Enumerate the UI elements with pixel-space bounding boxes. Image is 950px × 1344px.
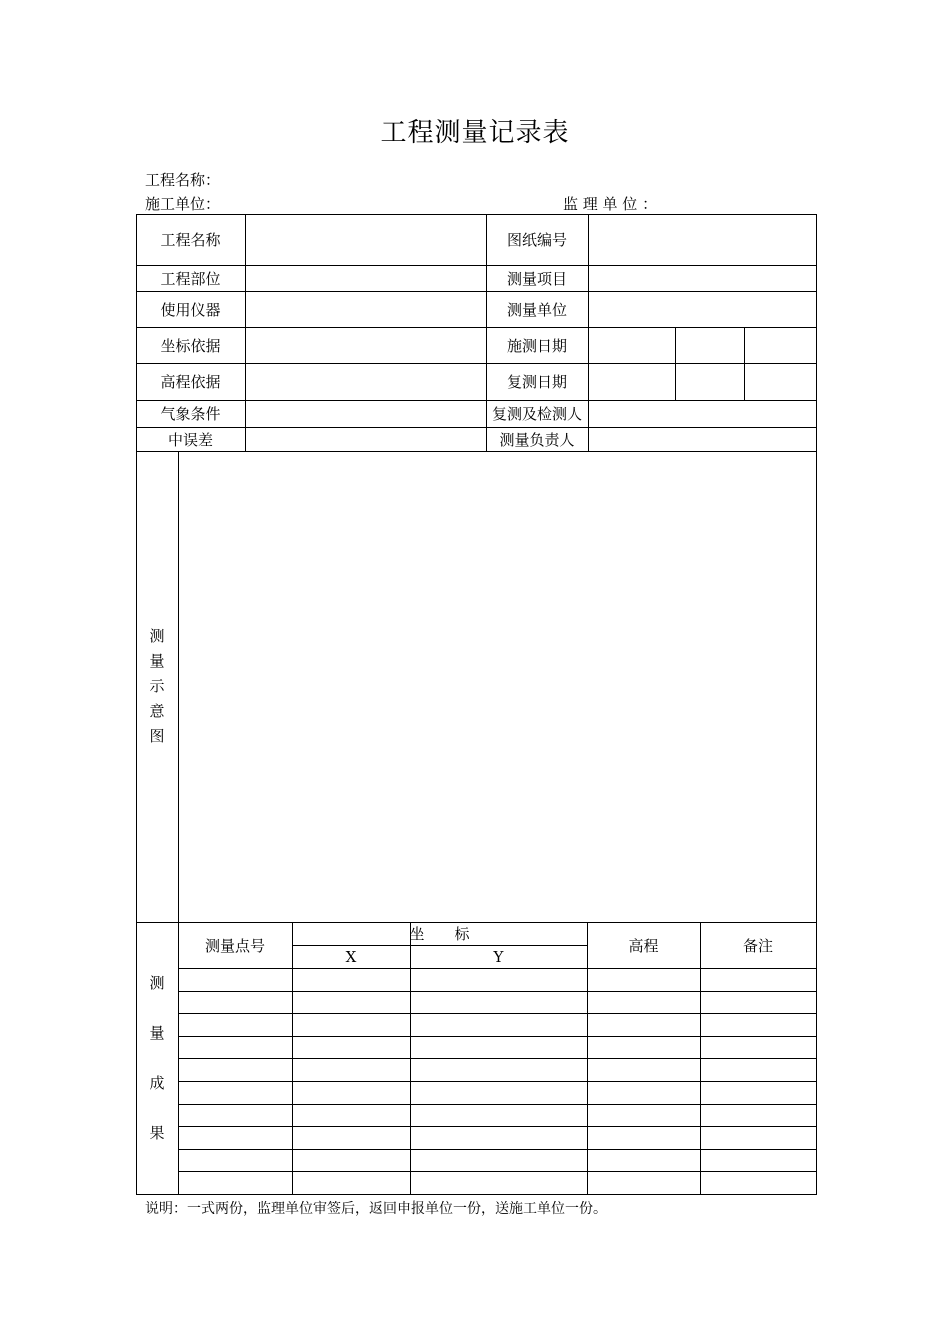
elevation-cell[interactable]: [588, 1082, 700, 1104]
elevation-cell[interactable]: [588, 1172, 700, 1194]
weather-label: 气象条件: [160, 405, 221, 423]
y-cell[interactable]: [411, 1037, 587, 1058]
point-no-cell[interactable]: [179, 1105, 292, 1126]
y-cell[interactable]: [411, 1105, 587, 1126]
resurvey-date-month-field[interactable]: [676, 364, 744, 400]
elevation-cell[interactable]: [588, 1037, 700, 1058]
y-cell[interactable]: [411, 1127, 587, 1149]
resurvey-date-year-field[interactable]: [589, 364, 675, 400]
col-remark: 备注: [742, 936, 773, 955]
results-section-label: [136, 922, 178, 1194]
results-label-char: 测: [149, 974, 165, 992]
col-coordinate: 坐 标: [409, 925, 470, 943]
x-cell[interactable]: [293, 1037, 410, 1058]
project-part-label: 工程部位: [160, 269, 221, 288]
diagram-label-char: 示: [149, 677, 165, 695]
diagram-label-char: 意: [149, 702, 165, 720]
point-no-cell[interactable]: [179, 1037, 292, 1058]
remark-cell[interactable]: [701, 992, 816, 1013]
diagram-label-char: 量: [149, 652, 165, 670]
project-name-field[interactable]: [246, 215, 486, 265]
elevation-cell[interactable]: [588, 992, 700, 1013]
resurvey-date-day-field[interactable]: [745, 364, 816, 400]
instrument-label: 使用仪器: [160, 300, 221, 319]
project-part-field[interactable]: [246, 266, 486, 291]
survey-unit-field[interactable]: [589, 292, 816, 327]
weather-field[interactable]: [246, 401, 486, 427]
y-cell[interactable]: [411, 1150, 587, 1171]
x-cell[interactable]: [293, 1105, 410, 1126]
col-point-no: 测量点号: [204, 936, 265, 955]
coord-basis-field[interactable]: [246, 328, 486, 363]
survey-date-month-field[interactable]: [676, 328, 744, 363]
y-cell[interactable]: [411, 1014, 587, 1036]
survey-item-label: 测量项目: [506, 269, 567, 288]
remark-cell[interactable]: [701, 1150, 816, 1171]
diagram-area[interactable]: [179, 452, 816, 922]
mean-error-label: 中误差: [167, 430, 213, 449]
coord-basis-label: 坐标依据: [160, 336, 221, 355]
elevation-cell[interactable]: [588, 1059, 700, 1081]
x-cell[interactable]: [293, 992, 410, 1013]
col-elevation: 高程: [628, 936, 659, 955]
resurvey-inspector-field[interactable]: [589, 401, 816, 427]
point-no-cell[interactable]: [179, 969, 292, 991]
point-no-cell[interactable]: [179, 1150, 292, 1171]
remark-cell[interactable]: [701, 1037, 816, 1058]
survey-lead-field[interactable]: [589, 428, 816, 451]
remark-cell[interactable]: [701, 1059, 816, 1081]
elevation-cell[interactable]: [588, 969, 700, 991]
elev-basis-label: 高程依据: [160, 373, 221, 391]
x-cell[interactable]: [293, 969, 410, 991]
project-name-label: 工程名称: [160, 231, 221, 249]
supervisor-label: 监 理 单 位 ：: [563, 195, 658, 213]
page-title: 工程测量记录表: [380, 118, 570, 148]
x-cell[interactable]: [293, 1059, 410, 1081]
diagram-label-char: 图: [149, 727, 165, 745]
y-cell[interactable]: [411, 1172, 587, 1194]
diagram-section-label: [136, 451, 178, 922]
y-cell[interactable]: [411, 1082, 587, 1104]
survey-date-label: 施测日期: [506, 336, 567, 355]
survey-date-day-field[interactable]: [745, 328, 816, 363]
drawing-no-field[interactable]: [589, 215, 816, 265]
remark-cell[interactable]: [701, 969, 816, 991]
diagram-label-char: 测: [149, 627, 165, 645]
remark-cell[interactable]: [701, 1172, 816, 1194]
remark-cell[interactable]: [701, 1082, 816, 1104]
instrument-field[interactable]: [246, 292, 486, 327]
y-cell[interactable]: [411, 969, 587, 991]
survey-lead-label: 测量负责人: [499, 430, 575, 449]
remark-cell[interactable]: [701, 1014, 816, 1036]
table-border-right: [816, 214, 817, 1195]
resurvey-inspector-label: 复测及检测人: [491, 405, 582, 423]
results-label-char: 果: [149, 1124, 165, 1142]
elevation-cell[interactable]: [588, 1014, 700, 1036]
elevation-cell[interactable]: [588, 1150, 700, 1171]
x-cell[interactable]: [293, 1014, 410, 1036]
remark-cell[interactable]: [701, 1105, 816, 1126]
table-border-bottom: [136, 1194, 817, 1195]
survey-item-field[interactable]: [589, 266, 816, 291]
point-no-cell[interactable]: [179, 1172, 292, 1194]
mean-error-field[interactable]: [246, 428, 486, 451]
y-cell[interactable]: [411, 1059, 587, 1081]
contractor-label: 施工单位：: [145, 195, 221, 213]
survey-unit-label: 测量单位: [506, 300, 567, 319]
project-name-label: 工程名称：: [145, 171, 221, 189]
y-cell[interactable]: [411, 992, 587, 1013]
point-no-cell[interactable]: [179, 992, 292, 1013]
col-y: Y: [493, 947, 504, 966]
elevation-cell[interactable]: [588, 1105, 700, 1126]
results-label-char: 成: [149, 1074, 165, 1092]
x-cell[interactable]: [293, 1172, 410, 1194]
point-no-cell[interactable]: [179, 1082, 292, 1104]
x-cell[interactable]: [293, 1150, 410, 1171]
col-x: X: [345, 947, 357, 966]
elev-basis-field[interactable]: [246, 364, 486, 400]
remark-cell[interactable]: [701, 1127, 816, 1149]
point-no-cell[interactable]: [179, 1014, 292, 1036]
drawing-no-label: 图纸编号: [506, 231, 567, 249]
x-cell[interactable]: [293, 1127, 410, 1149]
survey-date-year-field[interactable]: [589, 328, 675, 363]
footer-note: 说明：一式两份，监理单位审签后，返回申报单位一份，送施工单位一份。: [145, 1201, 607, 1217]
results-label-char: 量: [149, 1024, 165, 1042]
resurvey-date-label: 复测日期: [506, 373, 567, 391]
x-cell[interactable]: [293, 1082, 410, 1104]
elevation-cell[interactable]: [588, 1127, 700, 1149]
point-no-cell[interactable]: [179, 1127, 292, 1149]
point-no-cell[interactable]: [179, 1059, 292, 1081]
